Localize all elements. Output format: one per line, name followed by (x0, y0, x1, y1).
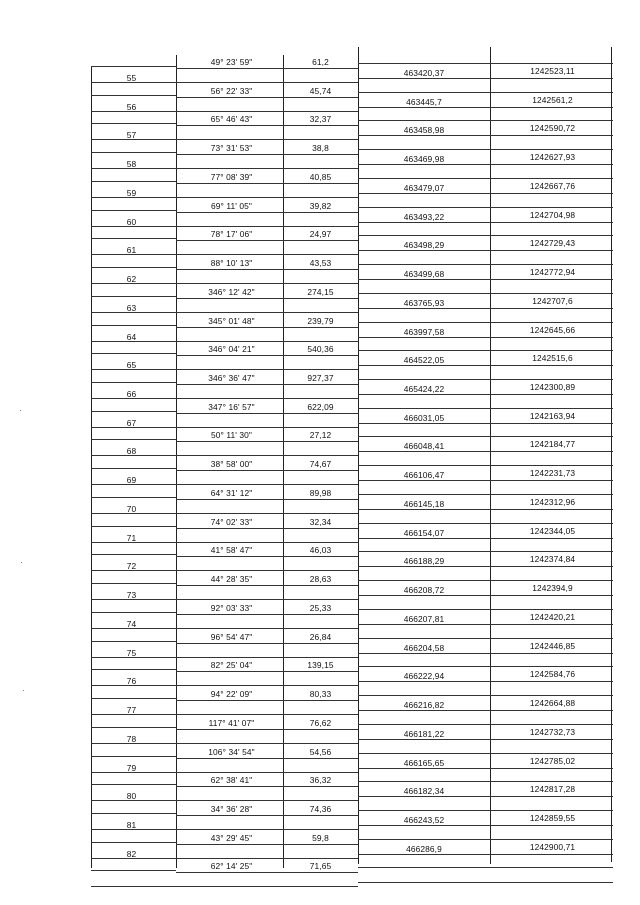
row-rule (91, 842, 176, 843)
x-coordinate-cell: 463479,07 (403, 183, 445, 193)
row-rule (91, 238, 176, 239)
row-rule (358, 480, 613, 481)
x-coordinate-cell: 464522,05 (403, 355, 445, 365)
row-rule (91, 95, 176, 96)
x-coordinate-cell: 466243,52 (403, 815, 445, 825)
point-number-cell: 68 (126, 446, 137, 456)
row-rule (358, 666, 613, 667)
row-rule (358, 107, 613, 108)
x-coordinate-cell: 466181,22 (403, 729, 445, 739)
angle-cell: 38° 58' 00" (210, 459, 253, 469)
row-rule (358, 638, 613, 639)
row-rule (358, 465, 613, 466)
y-coordinate-cell: 1242300,89 (529, 382, 576, 392)
x-coordinate-cell: 463499,68 (403, 269, 445, 279)
distance-cell: 274,15 (307, 287, 334, 297)
angle-cell: 62° 38' 41" (210, 775, 253, 785)
y-coordinate-cell: 1242584,76 (529, 669, 576, 679)
row-rule (91, 870, 176, 871)
y-coordinate-cell: 1242394,9 (532, 583, 573, 593)
y-coordinate-cell: 1242561,2 (532, 95, 573, 105)
angle-cell: 94° 22' 09" (210, 689, 253, 699)
column-rule (358, 47, 359, 864)
angle-cell: 43° 29' 45" (210, 833, 253, 843)
row-rule (176, 614, 358, 615)
y-coordinate-cell: 1242664,88 (529, 698, 576, 708)
point-number-cell: 77 (126, 705, 137, 715)
angle-cell: 56° 22' 33" (210, 86, 253, 96)
row-rule (358, 781, 613, 782)
row-rule (91, 296, 176, 297)
angle-cell: 92° 03' 33" (210, 603, 253, 613)
row-rule (176, 786, 358, 787)
x-coordinate-cell: 463997,58 (403, 327, 445, 337)
row-rule (176, 355, 358, 356)
distance-cell: 80,33 (309, 689, 332, 699)
row-rule (176, 183, 358, 184)
angle-cell: 82° 25' 04" (210, 660, 253, 670)
row-rule (358, 149, 613, 150)
row-rule (91, 698, 176, 699)
y-coordinate-cell: 1242590,72 (529, 123, 576, 133)
row-rule (358, 350, 613, 351)
angle-cell: 44° 28' 35" (210, 574, 253, 584)
point-number-cell: 72 (126, 561, 137, 571)
distance-cell: 24,97 (309, 229, 332, 239)
distance-cell: 45,74 (309, 86, 332, 96)
x-coordinate-cell: 465424,22 (403, 384, 445, 394)
row-rule (176, 97, 358, 98)
angle-cell: 78° 17' 06" (210, 229, 253, 239)
y-coordinate-cell: 1242163,94 (529, 411, 576, 421)
distance-cell: 622,09 (307, 402, 334, 412)
row-rule (358, 653, 613, 654)
point-number-cell: 65 (126, 360, 137, 370)
row-rule (176, 815, 358, 816)
row-rule (358, 854, 613, 855)
y-coordinate-cell: 1242704,98 (529, 210, 576, 220)
row-rule (91, 886, 358, 887)
row-rule (358, 566, 613, 567)
point-number-cell: 76 (126, 676, 137, 686)
point-number-cell: 58 (126, 159, 137, 169)
row-rule (358, 523, 613, 524)
y-coordinate-cell: 1242523,11 (530, 66, 575, 76)
y-coordinate-cell: 1242645,66 (529, 325, 576, 335)
x-coordinate-cell: 466286,9 (406, 844, 442, 854)
row-rule (176, 154, 358, 155)
row-rule (358, 78, 613, 79)
row-rule (358, 293, 613, 294)
point-number-cell: 71 (126, 533, 137, 543)
y-coordinate-cell: 1242817,28 (529, 784, 576, 794)
distance-cell: 32,37 (309, 114, 332, 124)
row-rule (358, 768, 613, 769)
angle-cell: 345° 01' 48" (208, 316, 255, 326)
distance-cell: 59,8 (312, 833, 329, 843)
row-rule (91, 497, 176, 498)
row-rule (358, 178, 613, 179)
row-rule (358, 451, 613, 452)
angle-cell: 49° 23' 59" (210, 57, 253, 67)
scan-artifact (21, 562, 22, 563)
row-rule (91, 66, 176, 67)
row-rule (358, 164, 613, 165)
row-rule (176, 671, 358, 672)
y-coordinate-cell: 1242231,73 (529, 468, 576, 478)
x-coordinate-cell: 466222,94 (403, 671, 445, 681)
x-coordinate-cell: 466031,05 (403, 413, 445, 423)
y-coordinate-cell: 1242772,94 (529, 267, 576, 277)
row-rule (91, 181, 176, 182)
row-rule (358, 135, 613, 136)
column-rule (490, 47, 491, 864)
x-coordinate-cell: 463469,98 (403, 154, 445, 164)
y-coordinate-cell: 1242446,85 (529, 641, 576, 651)
distance-cell: 61,2 (312, 57, 329, 67)
row-rule (91, 727, 176, 728)
row-rule (91, 439, 176, 440)
angle-cell: 74° 02' 33" (210, 517, 253, 527)
point-number-cell: 74 (126, 619, 137, 629)
scan-artifact (20, 410, 21, 411)
point-number-cell: 80 (126, 791, 137, 801)
row-rule (358, 436, 613, 437)
x-coordinate-cell: 466165,65 (403, 758, 445, 768)
row-rule (91, 756, 176, 757)
y-coordinate-cell: 1242420,21 (529, 612, 576, 622)
point-number-cell: 73 (126, 590, 137, 600)
row-rule (358, 408, 613, 409)
row-rule (176, 384, 358, 385)
row-rule (358, 796, 613, 797)
angle-cell: 65° 46' 43" (210, 114, 253, 124)
distance-cell: 38,8 (312, 143, 329, 153)
angle-cell: 64° 31' 12" (210, 488, 253, 498)
row-rule (91, 152, 176, 153)
row-rule (358, 882, 613, 883)
row-rule (176, 68, 358, 69)
distance-cell: 927,37 (307, 373, 334, 383)
row-rule (176, 441, 358, 442)
row-rule (358, 595, 613, 596)
x-coordinate-cell: 463498,29 (403, 240, 445, 250)
distance-cell: 54,56 (309, 747, 332, 757)
point-number-cell: 61 (126, 245, 137, 255)
x-coordinate-cell: 466208,72 (403, 585, 445, 595)
row-rule (358, 250, 613, 251)
distance-cell: 76,62 (309, 718, 332, 728)
row-rule (358, 337, 613, 338)
x-coordinate-cell: 466182,34 (403, 786, 445, 796)
angle-cell: 346° 36' 47" (208, 373, 255, 383)
distance-cell: 74,36 (309, 804, 332, 814)
row-rule (358, 235, 613, 236)
angle-cell: 50° 11' 30" (211, 430, 252, 440)
distance-cell: 27,12 (309, 430, 332, 440)
distance-cell: 39,82 (309, 201, 332, 211)
row-rule (358, 724, 613, 725)
distance-cell: 26,84 (309, 632, 332, 642)
row-rule (358, 739, 613, 740)
row-rule (176, 528, 358, 529)
angle-cell: 117° 41' 07" (208, 718, 255, 728)
row-rule (176, 872, 358, 873)
row-rule (358, 264, 613, 265)
distance-cell: 540,36 (307, 344, 334, 354)
angle-cell: 346° 12' 42" (208, 287, 255, 297)
angle-cell: 88° 10' 13" (210, 258, 253, 268)
point-number-cell: 78 (126, 734, 137, 744)
row-rule (91, 267, 176, 268)
point-number-cell: 57 (126, 130, 137, 140)
row-rule (358, 609, 613, 610)
row-rule (176, 240, 358, 241)
angle-cell: 73° 31' 53" (210, 143, 253, 153)
y-coordinate-cell: 1242732,73 (529, 727, 576, 737)
row-rule (91, 554, 176, 555)
distance-cell: 32,34 (309, 517, 332, 527)
row-rule (176, 125, 358, 126)
distance-cell: 43,53 (309, 258, 332, 268)
x-coordinate-cell: 466204,58 (403, 643, 445, 653)
row-rule (91, 669, 176, 670)
distance-cell: 25,33 (309, 603, 332, 613)
row-rule (358, 509, 613, 510)
point-number-cell: 66 (126, 389, 137, 399)
distance-cell: 40,85 (309, 172, 332, 182)
y-coordinate-cell: 1242667,76 (529, 181, 576, 191)
angle-cell: 106° 34' 54" (208, 747, 255, 757)
row-rule (358, 279, 613, 280)
row-rule (176, 729, 358, 730)
row-rule (91, 813, 176, 814)
point-number-cell: 59 (126, 188, 137, 198)
x-coordinate-cell: 463765,93 (403, 298, 445, 308)
point-number-cell: 55 (126, 73, 137, 83)
y-coordinate-cell: 1242184,77 (529, 439, 576, 449)
x-coordinate-cell: 463420,37 (403, 68, 445, 78)
y-coordinate-cell: 1242859,55 (529, 813, 576, 823)
row-rule (358, 867, 613, 868)
row-rule (176, 585, 358, 586)
point-number-cell: 70 (126, 504, 137, 514)
y-coordinate-cell: 1242707,6 (532, 296, 573, 306)
row-rule (358, 551, 613, 552)
row-rule (358, 365, 613, 366)
x-coordinate-cell: 463458,98 (403, 125, 445, 135)
x-coordinate-cell: 466216,82 (403, 700, 445, 710)
angle-cell: 34° 36' 28" (210, 804, 253, 814)
angle-cell: 346° 04' 21" (208, 344, 255, 354)
row-rule (91, 325, 176, 326)
row-rule (358, 308, 613, 309)
scan-artifact (23, 690, 24, 691)
point-number-cell: 75 (126, 648, 137, 658)
row-rule (91, 123, 176, 124)
distance-cell: 28,63 (309, 574, 332, 584)
row-rule (358, 394, 613, 395)
angle-cell: 77° 08' 39" (210, 172, 253, 182)
row-rule (358, 494, 613, 495)
angle-cell: 96° 54' 47" (210, 632, 253, 642)
row-rule (176, 499, 358, 500)
row-rule (91, 641, 176, 642)
row-rule (91, 468, 176, 469)
distance-cell: 89,98 (309, 488, 332, 498)
distance-cell: 139,15 (307, 660, 334, 670)
distance-cell: 46,03 (309, 545, 332, 555)
row-rule (176, 556, 358, 557)
row-rule (91, 612, 176, 613)
row-rule (176, 470, 358, 471)
distance-cell: 71,65 (309, 861, 332, 871)
row-rule (358, 120, 613, 121)
point-number-cell: 67 (126, 418, 137, 428)
row-rule (358, 193, 613, 194)
y-coordinate-cell: 1242374,84 (529, 554, 576, 564)
angle-cell: 41° 58' 47" (210, 545, 253, 555)
row-rule (176, 212, 358, 213)
row-rule (358, 538, 613, 539)
row-rule (91, 411, 176, 412)
row-rule (176, 643, 358, 644)
y-coordinate-cell: 1242900,71 (529, 842, 576, 852)
row-rule (358, 681, 613, 682)
point-number-cell: 63 (126, 303, 137, 313)
row-rule (358, 810, 613, 811)
row-rule (176, 269, 358, 270)
point-number-cell: 64 (126, 332, 137, 342)
distance-cell: 74,67 (309, 459, 332, 469)
x-coordinate-cell: 466207,81 (403, 614, 445, 624)
row-rule (358, 839, 613, 840)
row-rule (176, 298, 358, 299)
y-coordinate-cell: 1242515,6 (532, 353, 573, 363)
row-rule (176, 758, 358, 759)
y-coordinate-cell: 1242344,05 (529, 526, 576, 536)
row-rule (91, 784, 176, 785)
row-rule (91, 526, 176, 527)
y-coordinate-cell: 1242312,96 (529, 497, 576, 507)
row-rule (358, 710, 613, 711)
point-number-cell: 79 (126, 763, 137, 773)
row-rule (358, 222, 613, 223)
row-rule (176, 700, 358, 701)
x-coordinate-cell: 466154,07 (403, 528, 445, 538)
angle-cell: 62° 14' 25" (210, 861, 253, 871)
point-number-cell: 60 (126, 217, 137, 227)
distance-cell: 239,79 (307, 316, 334, 326)
row-rule (358, 825, 613, 826)
row-rule (358, 322, 613, 323)
y-coordinate-cell: 1242729,43 (529, 238, 576, 248)
row-rule (358, 624, 613, 625)
row-rule (91, 583, 176, 584)
y-coordinate-cell: 1242785,02 (529, 756, 576, 766)
x-coordinate-cell: 466048,41 (403, 441, 445, 451)
row-rule (358, 63, 613, 64)
row-rule (358, 695, 613, 696)
point-number-cell: 56 (126, 102, 137, 112)
row-rule (358, 207, 613, 208)
point-number-cell: 62 (126, 274, 137, 284)
x-coordinate-cell: 466188,29 (403, 556, 445, 566)
row-rule (91, 353, 176, 354)
row-rule (358, 379, 613, 380)
row-rule (358, 580, 613, 581)
angle-cell: 69° 11' 05" (211, 201, 252, 211)
row-rule (176, 844, 358, 845)
x-coordinate-cell: 463493,22 (403, 212, 445, 222)
row-rule (358, 753, 613, 754)
point-number-cell: 69 (126, 475, 137, 485)
point-number-cell: 82 (126, 849, 137, 859)
row-rule (91, 382, 176, 383)
row-rule (358, 423, 613, 424)
row-rule (358, 92, 613, 93)
x-coordinate-cell: 466106,47 (403, 470, 445, 480)
row-rule (176, 327, 358, 328)
y-coordinate-cell: 1242627,93 (529, 152, 576, 162)
point-number-cell: 81 (126, 820, 137, 830)
x-coordinate-cell: 463445,7 (406, 97, 442, 107)
row-rule (176, 413, 358, 414)
x-coordinate-cell: 466145,18 (403, 499, 445, 509)
angle-cell: 347° 16' 57" (208, 402, 255, 412)
row-rule (91, 210, 176, 211)
distance-cell: 36,32 (309, 775, 332, 785)
